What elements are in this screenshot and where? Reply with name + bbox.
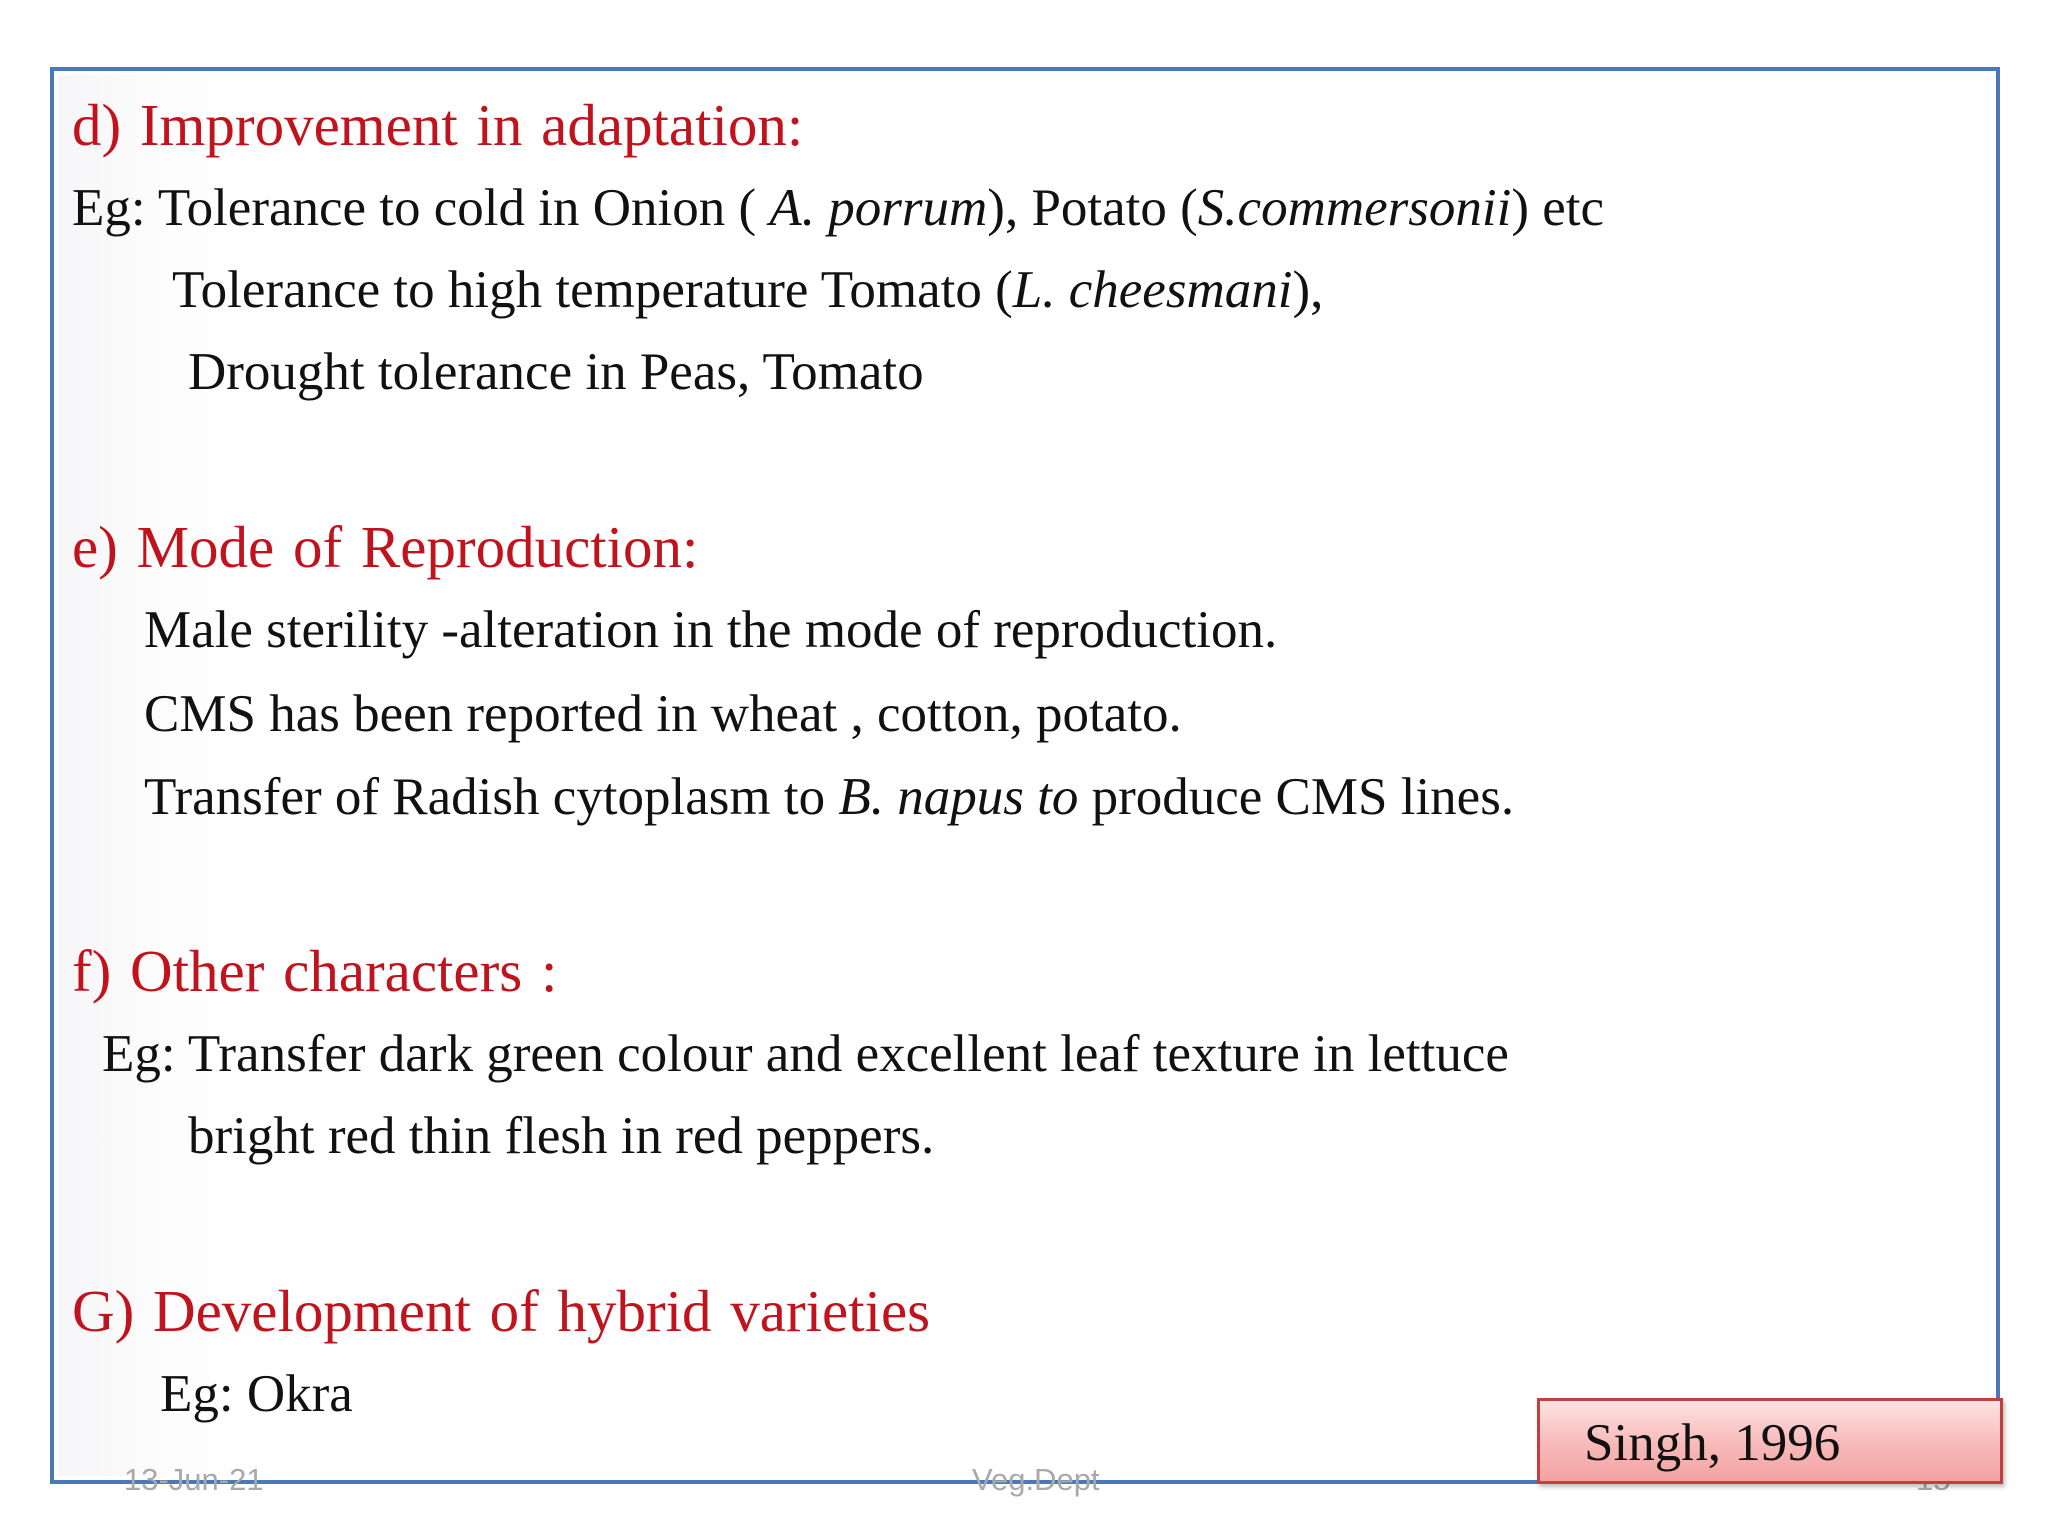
section-g-line-1: Eg: Okra: [160, 1365, 353, 1423]
footer-date: 13-Jun-21: [124, 1462, 264, 1497]
text-segment: ),: [1292, 261, 1324, 319]
reference-citation: Singh, 1996: [1584, 1414, 1841, 1472]
section-d-heading: d) Improvement in adaptation:: [72, 92, 804, 158]
section-f-line-1: Eg: Transfer dark green colour and excellent leaf texture in lettuce: [102, 1025, 1509, 1083]
section-e-line-3: [144, 768, 1515, 826]
section-f-line-2: bright red thin flesh in red peppers.: [188, 1107, 935, 1165]
text-segment: ), Potato (: [987, 179, 1198, 237]
section-e-line-2: CMS has been reported in wheat , cotton, potato.: [144, 685, 1182, 743]
text-segment: Tolerance to high temperature Tomato (: [172, 261, 1013, 319]
section-e-heading: e) Mode of Reproduction:: [72, 514, 699, 580]
text-segment: Transfer of Radish cytoplasm to: [144, 768, 839, 826]
section-d-line-1: [72, 179, 1605, 237]
species-name: B. napus to: [838, 768, 1079, 826]
species-name: A. porrum: [769, 179, 988, 237]
section-d-line-2: [172, 261, 1324, 319]
text-segment: produce CMS lines.: [1078, 768, 1515, 826]
section-f-heading: f) Other characters :: [72, 938, 558, 1004]
section-d-line-3: Drought tolerance in Peas, Tomato: [188, 343, 924, 401]
species-name: L. cheesmani: [1012, 261, 1293, 319]
reference-box: [1537, 1398, 2003, 1484]
section-g-heading: G) Development of hybrid varieties: [72, 1278, 931, 1344]
text-segment: ) etc: [1511, 179, 1605, 237]
footer-department: Veg.Dept: [972, 1462, 1100, 1497]
section-e-line-1: Male sterility -alteration in the mode of reproduction.: [144, 601, 1278, 659]
text-segment: Eg: Tolerance to cold in Onion (: [72, 179, 770, 237]
species-name: S.commersonii: [1197, 179, 1512, 237]
